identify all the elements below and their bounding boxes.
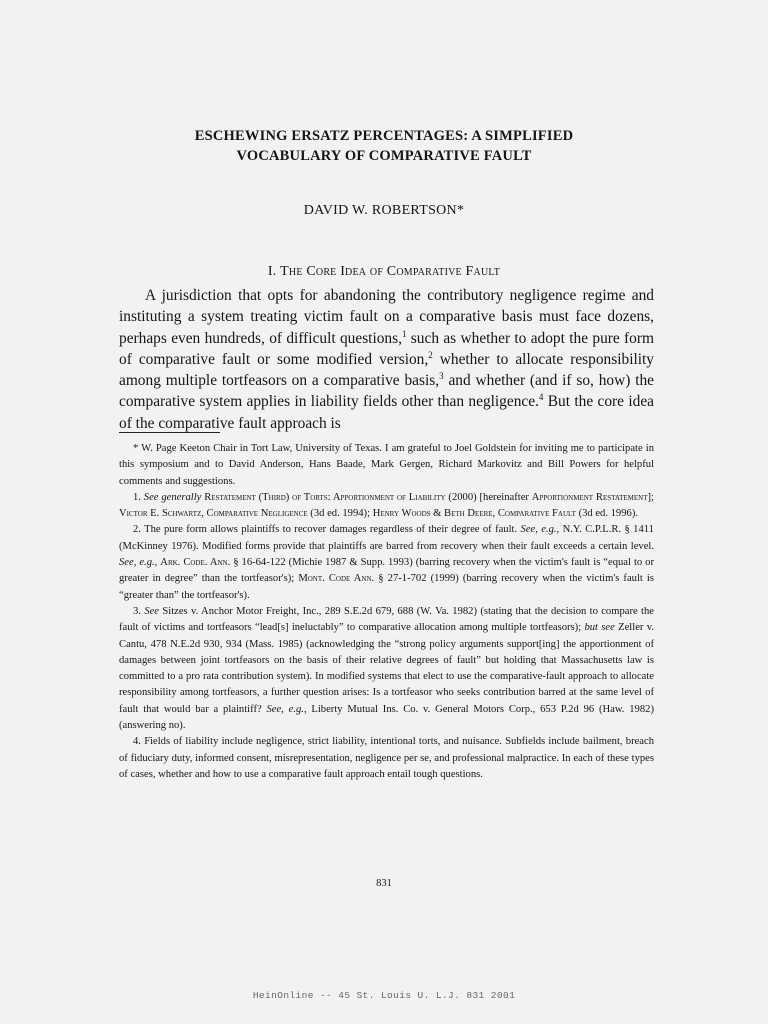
footnote-ref-1: 1 <box>401 328 407 339</box>
section-title: The Core Idea of Comparative Fault <box>280 264 501 279</box>
footnote-text: § 16-64-122 (Michie 1987 & Supp. 1993) (barring recovery when the victim's fault is “equal to or greater in degree” than the tortfeasor's); <box>119 557 655 585</box>
signal-text: See <box>144 605 160 617</box>
title-line-1: ESCHEWING ERSATZ PERCENTAGES: A SIMPLIFIED <box>194 128 574 144</box>
footnote-number: 1. <box>133 491 141 503</box>
footnote-text: , <box>154 557 161 569</box>
citation-text: (3d ed. 1994); <box>307 508 373 520</box>
citation-text: ]; <box>647 491 654 503</box>
section-number: I. <box>267 264 277 279</box>
signal-text: See, e.g. <box>520 524 557 536</box>
footnote-number: 4. <box>133 736 141 748</box>
footnote-star: * W. Page Keeton Chair in Tort Law, University of Texas. I am grateful to Joel Goldstein for inviting me to participate in this symposium and to David Anderson, Hans Baade, Mark Gergen, Richard Markovitz and Bill Powers for helpful comments and suggestions. <box>119 443 654 487</box>
footnote-text: The pure form allows plaintiffs to recover damages regardless of their degree of fault. <box>144 524 521 536</box>
signal-text: See, e.g. <box>266 703 304 715</box>
citation-text: Victor E. Schwartz, Comparative Negligence <box>119 508 308 520</box>
signal-text: See, e.g. <box>119 557 155 569</box>
footnote-4 <box>119 734 654 783</box>
footnote-1 <box>119 490 654 523</box>
section-heading <box>100 264 668 280</box>
footnotes <box>119 441 654 783</box>
footnote-text: , N.Y. C.P.L.R. § 1411 (McKinney 1976). Modified forms provide that plaintiffs are barred from recovery when their fault exceeds a certain level. <box>119 524 654 552</box>
footnote-text: Zeller v. Cantu, 478 N.E.2d 930, 934 (Mass. 1985) (acknowledging the “strong policy arguments support[ing] the apportionment of damages between joint tortfeasors on the basis of their relative degrees of fault” but holding that Massachusetts law is committed to a pro rata contribution system). In modified systems that elect to use the comparative-fault approach to allocate responsibility among tortfeasors, a further question arises: Is a tortfeasor who seeks contribution barred at the same level of fault that would bar a plaintiff? <box>119 622 654 715</box>
footnote-text: , Liberty Mutual Ins. Co. v. General Motors Corp., 653 P.2d 96 (Haw. 1982) (answering no). <box>119 703 654 732</box>
footnote-ref-3: 3 <box>439 371 444 382</box>
body-text-run: A jurisdiction that opts for abandoning the contributory negligence regime and instituting a system treating victim fault on a comparative basis must face dozens, perhaps even hundreds, of difficult questions, <box>119 287 654 347</box>
page-number: 831 <box>376 878 392 889</box>
footnote-ref-2: 2 <box>428 349 433 360</box>
body-text-run: and whether (and if so, how) the comparative system applies in liability fields other than negligence. <box>119 372 655 411</box>
footnote-ref-4: 4 <box>538 392 544 403</box>
body-text-run: But the core idea of the comparative fault approach is <box>119 393 654 432</box>
footnote-text: Sitzes v. Anchor Motor Freight, Inc., 289 S.E.2d 679, 688 (W. Va. 1982) (stating that the decision to compare the fault of victims and tortfeasors “lead[s] ineluctably” to comparative allocation among multiple tortfeasors); <box>119 605 654 634</box>
title-line-2: VOCABULARY OF COMPARATIVE FAULT <box>236 148 532 164</box>
footnote-text: § 27-1-702 (1999) (barring recovery when the victim's fault is “greater than” the tortfeasor's). <box>119 573 654 601</box>
citation-text: Ark. Code. Ann. <box>160 557 231 569</box>
article-title <box>100 126 668 166</box>
signal-text: See generally <box>143 491 202 503</box>
footnote-text: Fields of liability include negligence, strict liability, intentional torts, and nuisance. Subfields include bailment, breach of fiduciary duty, informed consent, misrepresentation, negligence per se, and professional malpractice. In each of these types of cases, whether and how to use a comparative fault approach entail tough questions. <box>119 736 654 780</box>
footnote-number: 2. <box>133 524 141 536</box>
footnote-2 <box>119 522 654 603</box>
footnote-number: 3. <box>133 605 141 617</box>
signal-text: but see <box>584 622 615 634</box>
citation-text: (2000) [hereinafter <box>445 491 532 503</box>
body-text-run: whether to allocate responsibility among multiple tortfeasors on a comparative basis, <box>119 350 654 390</box>
heinonline-footer: HeinOnline -- 45 St. Louis U. L.J. 831 2001 <box>252 990 516 1001</box>
citation-text: Apportionment Restatement <box>531 491 648 503</box>
citation-text: (3d ed. 1996). <box>575 508 638 520</box>
footnote-divider <box>119 432 220 433</box>
citation-text: Mont. Code Ann. <box>298 573 375 585</box>
footnote-3 <box>119 604 654 734</box>
citation-text: Henry Woods & Beth Deere, Comparative Fault <box>372 508 576 520</box>
body-paragraph <box>119 285 654 434</box>
author-name: DAVID W. ROBERTSON* <box>303 203 465 218</box>
body-text-run: such as whether to adopt the pure form of comparative fault or some modified version, <box>119 329 654 368</box>
citation-text: Restatement (Third) of Torts: Apportionment of Liability <box>204 491 446 503</box>
